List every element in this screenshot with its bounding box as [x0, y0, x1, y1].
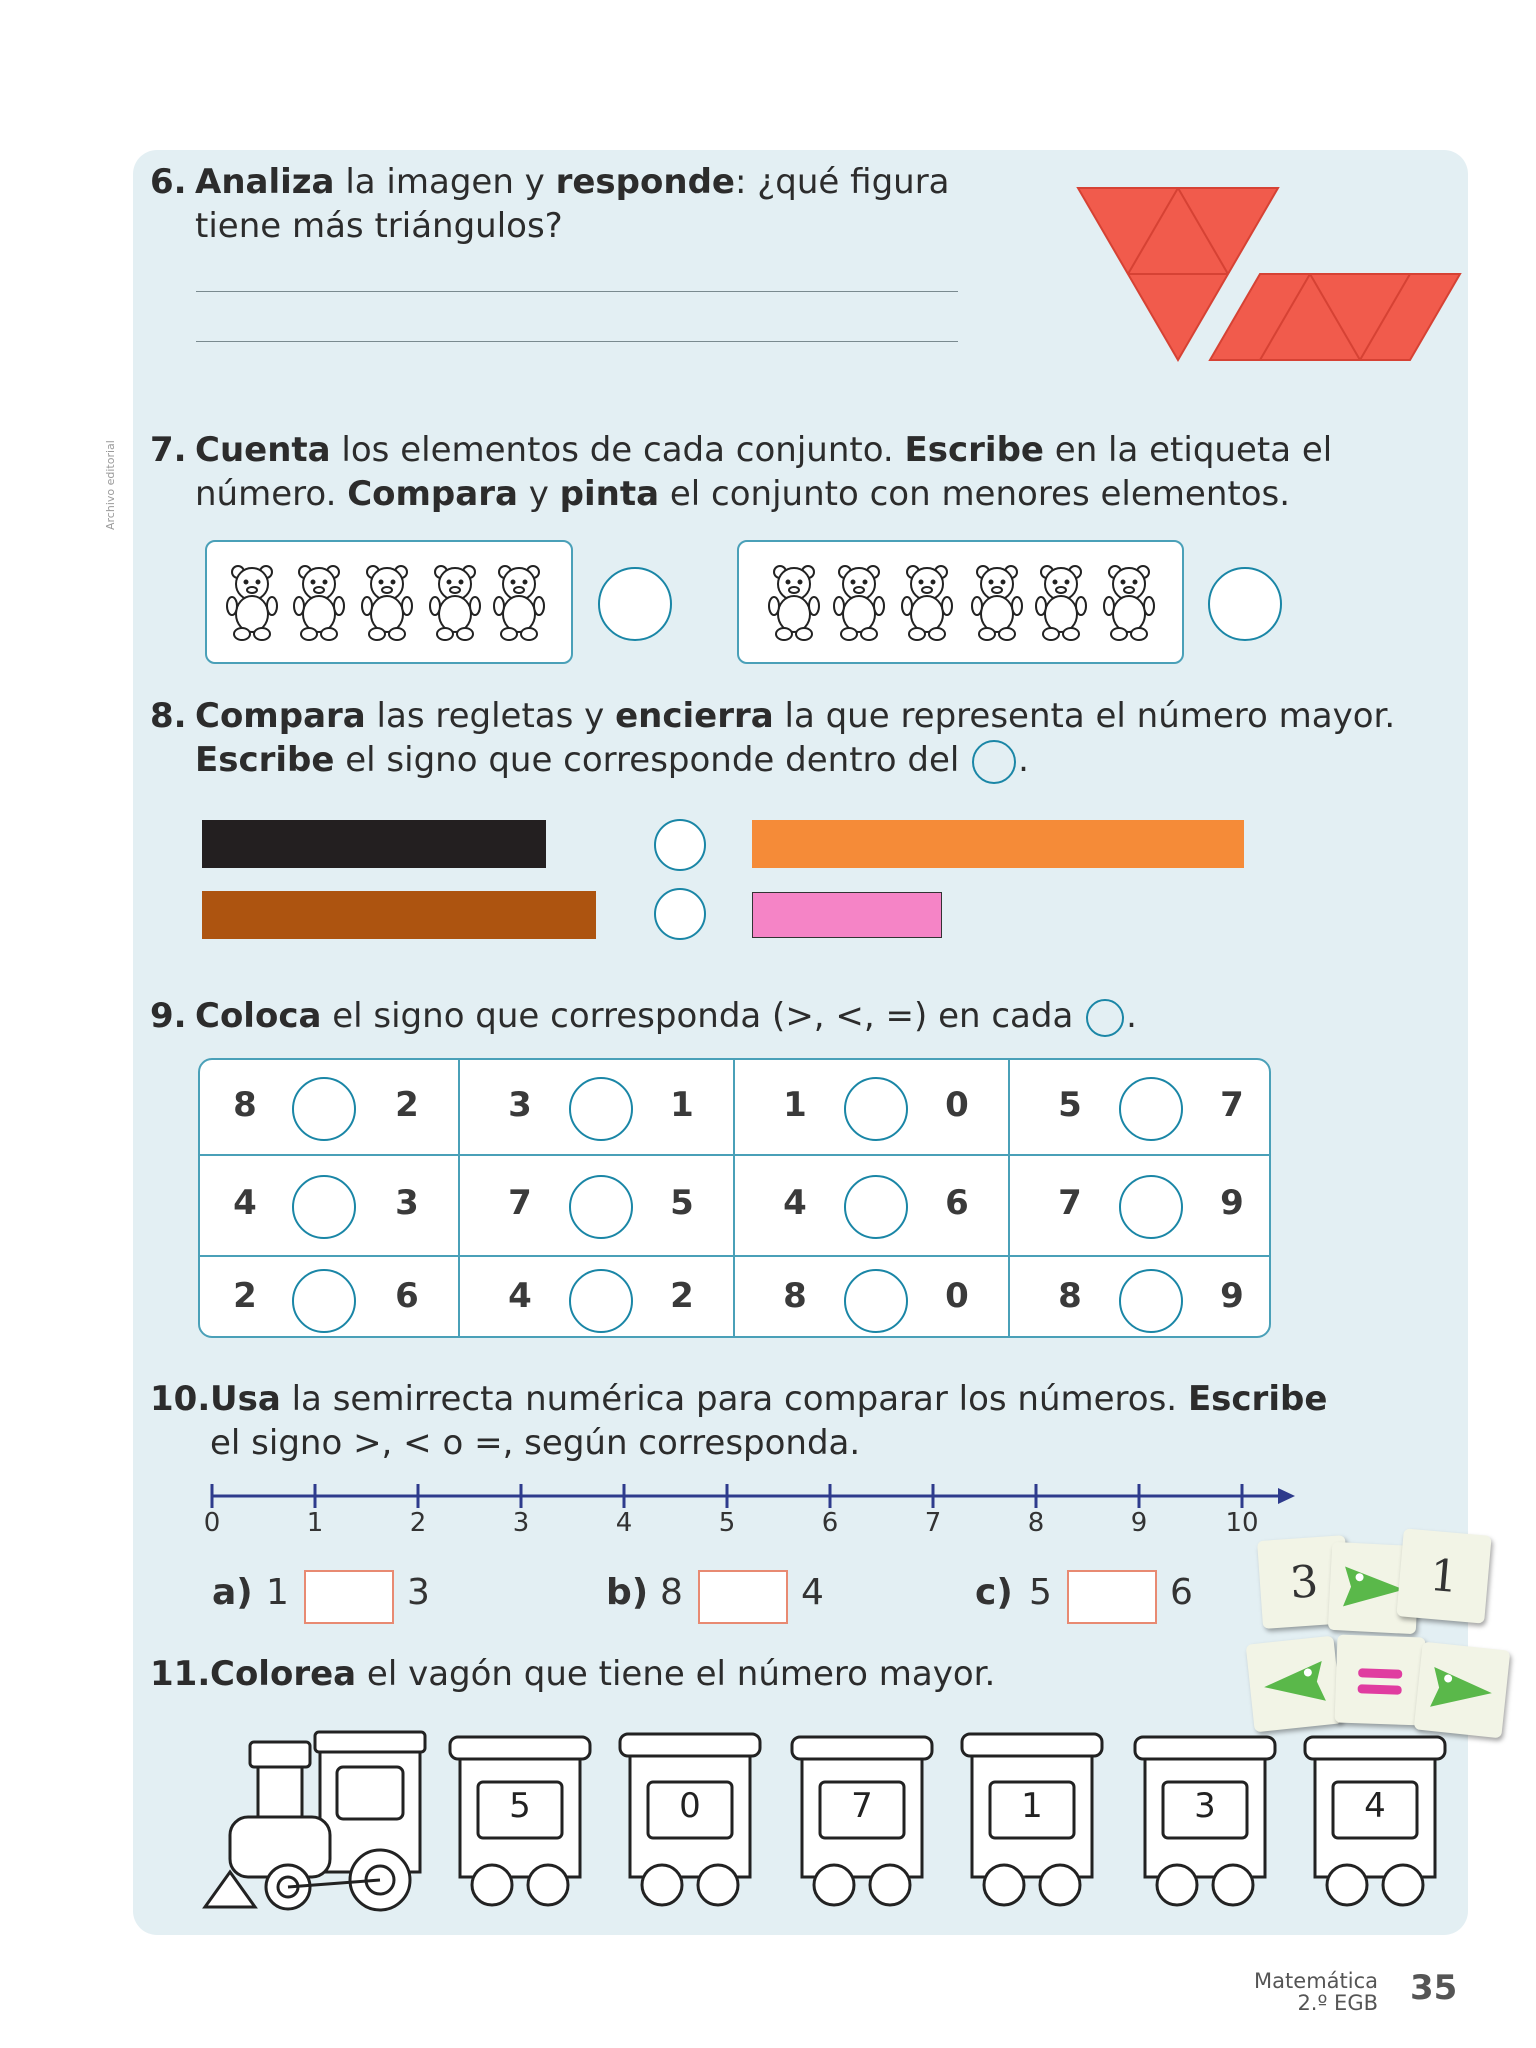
grid-circle[interactable]	[569, 1077, 633, 1141]
wagon-number[interactable]: 0	[679, 1786, 701, 1826]
grid-number: 3	[508, 1085, 532, 1125]
sign-circle-2[interactable]	[654, 888, 706, 940]
grid-number: 2	[395, 1085, 419, 1125]
grid-number: 0	[945, 1085, 969, 1125]
wagon-number[interactable]: 4	[1364, 1786, 1386, 1826]
wagon-number[interactable]: 7	[851, 1786, 873, 1826]
question-8: 8. Compara las regletas y encierra la que representa el número mayor. Escribe el signo que corresponde dentro del .	[150, 694, 1470, 784]
tick-label: 8	[1027, 1508, 1045, 1538]
page-number: 35	[1410, 1968, 1458, 2008]
compare-a-label: a)	[212, 1572, 253, 1613]
grid-number: 2	[670, 1276, 694, 1316]
grid-number: 3	[395, 1183, 419, 1223]
count-label-1[interactable]	[598, 567, 672, 641]
compare-c-left: 5	[1029, 1572, 1052, 1613]
wagon-number[interactable]: 1	[1021, 1786, 1043, 1826]
rod-brown[interactable]	[202, 891, 596, 939]
rod-orange[interactable]	[752, 820, 1244, 868]
grid-number: 1	[670, 1085, 694, 1125]
grid-circle[interactable]	[292, 1175, 356, 1239]
question-10: 10. Usa la semirrecta numérica para comparar los números. Escribe el signo >, < o =, según corresponda.	[150, 1379, 1328, 1463]
compare-a-right: 3	[407, 1572, 430, 1613]
grid-number: 4	[783, 1183, 807, 1223]
grid-number: 9	[1220, 1276, 1244, 1316]
bear-icons	[207, 542, 567, 658]
compare-c-label: c)	[975, 1572, 1013, 1613]
grid-number: 8	[233, 1085, 257, 1125]
tick-label: 10	[1225, 1508, 1259, 1538]
grid-circle[interactable]	[569, 1269, 633, 1333]
grid-circle[interactable]	[292, 1269, 356, 1333]
grid-number: 7	[1058, 1183, 1082, 1223]
sign-circle-1[interactable]	[654, 819, 706, 871]
comparison-grid	[198, 1058, 1271, 1338]
grid-number: 8	[783, 1276, 807, 1316]
tick-label: 3	[512, 1508, 530, 1538]
bear-set-2[interactable]	[737, 540, 1184, 664]
crocodile-icon	[1257, 1655, 1332, 1712]
grid-number: 0	[945, 1276, 969, 1316]
tick-label: 2	[409, 1508, 427, 1538]
grid-line	[733, 1060, 735, 1336]
tick-label: 0	[203, 1508, 221, 1538]
compare-a-left: 1	[266, 1572, 289, 1613]
number-tile: 1	[1396, 1528, 1491, 1623]
tick-label: 6	[821, 1508, 839, 1538]
crocodile-less-tile	[1246, 1636, 1343, 1733]
train-illustration	[200, 1722, 1460, 1922]
grid-number: 4	[508, 1276, 532, 1316]
grid-number: 1	[783, 1085, 807, 1125]
question-6: 6. Analiza la imagen y responde: ¿qué figura tiene más triángulos?	[150, 162, 950, 246]
number-tile: 3	[1257, 1535, 1351, 1629]
compare-b-label: b)	[606, 1572, 649, 1613]
grid-number: 2	[233, 1276, 257, 1316]
grid-circle[interactable]	[292, 1077, 356, 1141]
question-11: 11. Colorea el vagón que tiene el número mayor.	[150, 1654, 996, 1694]
answer-line-1[interactable]	[196, 291, 958, 292]
circle-icon	[972, 740, 1016, 784]
equal-icon	[1349, 1654, 1411, 1706]
tick-label: 1	[306, 1508, 324, 1538]
equal-tile	[1334, 1634, 1425, 1725]
footer-subject: Matemática 2.º EGB	[1254, 1969, 1378, 2015]
count-label-2[interactable]	[1208, 567, 1282, 641]
grid-circle[interactable]	[569, 1175, 633, 1239]
wagon-number[interactable]: 3	[1194, 1786, 1216, 1826]
bear-icons	[739, 542, 1179, 658]
grid-number: 7	[1220, 1085, 1244, 1125]
crocodile-icon	[1425, 1661, 1500, 1718]
grid-line	[1008, 1060, 1010, 1336]
compare-b-left: 8	[660, 1572, 683, 1613]
compare-c-box[interactable]	[1067, 1570, 1157, 1624]
grid-number: 4	[233, 1183, 257, 1223]
bear-set-1[interactable]	[205, 540, 573, 664]
tick-label: 5	[718, 1508, 736, 1538]
grid-number: 8	[1058, 1276, 1082, 1316]
tick-label: 7	[924, 1508, 942, 1538]
tick-label: 9	[1130, 1508, 1148, 1538]
answer-line-2[interactable]	[196, 341, 958, 342]
compare-b-box[interactable]	[698, 1570, 788, 1624]
compare-c-right: 6	[1170, 1572, 1193, 1613]
wagon-number[interactable]: 5	[509, 1786, 531, 1826]
question-9: 9. Coloca el signo que corresponda (>, <, =) en cada .	[150, 996, 1137, 1036]
rod-black[interactable]	[202, 820, 546, 868]
grid-number: 7	[508, 1183, 532, 1223]
tick-label: 4	[615, 1508, 633, 1538]
triangle-figures	[1075, 185, 1470, 365]
side-note: Archivo editorial	[104, 440, 117, 530]
grid-circle[interactable]	[844, 1269, 908, 1333]
grid-circle[interactable]	[1119, 1269, 1183, 1333]
grid-number: 5	[1058, 1085, 1082, 1125]
grid-circle[interactable]	[844, 1077, 908, 1141]
grid-line	[458, 1060, 460, 1336]
compare-b-right: 4	[801, 1572, 824, 1613]
rod-pink[interactable]	[752, 892, 942, 938]
grid-circle[interactable]	[1119, 1077, 1183, 1141]
grid-number: 6	[395, 1276, 419, 1316]
circle-icon	[1086, 999, 1124, 1037]
question-7: 7. Cuenta los elementos de cada conjunto. Escribe en la etiqueta el número. Compara y pinta el conjunto con menores elementos.	[150, 430, 1333, 514]
grid-circle[interactable]	[844, 1175, 908, 1239]
compare-a-box[interactable]	[304, 1570, 394, 1624]
grid-number: 9	[1220, 1183, 1244, 1223]
grid-number: 6	[945, 1183, 969, 1223]
grid-circle[interactable]	[1119, 1175, 1183, 1239]
grid-number: 5	[670, 1183, 694, 1223]
